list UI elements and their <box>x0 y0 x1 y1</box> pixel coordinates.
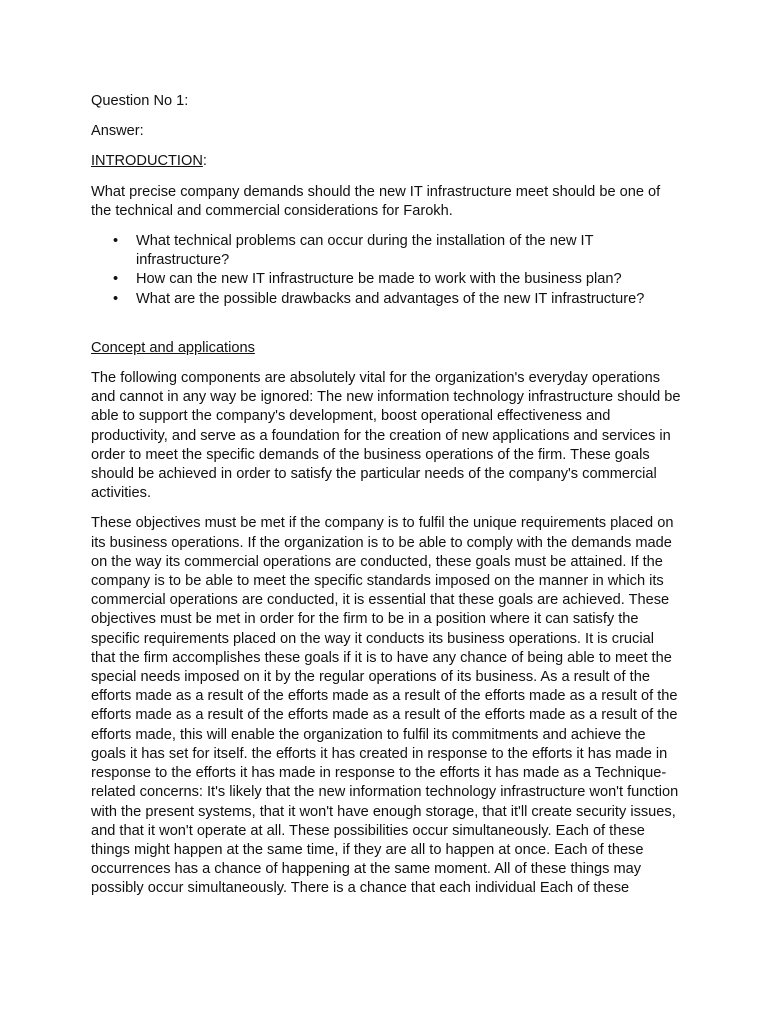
question-heading: Question No 1: <box>91 93 189 109</box>
bullet-icon: • <box>113 271 119 288</box>
concept-paragraph-1: The following components are absolutely vital for the organization's everyday operations and cannot in any way be ignored: The new information technology infrastructure should be able to support the company's development, boost operational effectiveness and productivity, and serve as a foundation for the creation of new applications and services in order to meet the specific demands of the business operations of the firm. These goals should be achieved in order to satisfy the particular needs of the company's commercial activities. <box>91 370 681 502</box>
concept-paragraph-2: These objectives must be met if the company is to fulfil the unique requirements placed on its business operations. If the organization is to be able to comply with the demands made on the way its commercial operations are conducted, these goals must be attained. If the company is to be able to meet the specific standards imposed on the manner in which its commercial operations are conducted, it is essential that these goals are achieved. These objectives must be met in order for the firm to be in a position where it can satisfy the specific requirements placed on the way it conducts its business operations. It is crucial that the firm accomplishes these goals if it is to have any chance of being able to meet the special needs imposed on it by the regular operations of its business. As a result of the efforts made as a result of the efforts made as a result of the efforts made as a result of the efforts made as a result of the efforts made as a result of the efforts made as a result of the efforts made, this will enable the organization to fulfil its commitments and achieve the goals it has set for itself. the efforts it has created in response to the efforts it has made in response to the efforts it has made in response to the efforts it has made as a Technique-related concerns: It's likely that the new information technology infrastructure won't function with the present systems, that it won't have enough storage, that it'll create security issues, and that it won't operate at all. These possibilities occur simultaneously. Each of these things might happen at the same time, if they are all to happen at once. Each of these occurrences has a chance of happening at the same moment. All of these things may possibly occur simultaneously. There is a chance that each individual Each of these <box>91 515 679 897</box>
concept-heading-line <box>91 339 681 358</box>
bullet-text: What technical problems can occur during the installation of the new IT infrastructure? <box>136 233 594 269</box>
question-bullet-list <box>91 232 681 309</box>
bullet-text: How can the new IT infrastructure be made to work with the business plan? <box>136 271 622 288</box>
list-item <box>91 232 681 270</box>
concept-heading: Concept and applications <box>91 339 255 356</box>
intro-heading-colon: : <box>202 153 207 170</box>
answer-heading: Answer: <box>91 123 144 140</box>
intro-heading-line <box>91 152 681 171</box>
bullet-icon: • <box>113 233 119 250</box>
section-spacer <box>91 309 681 339</box>
document-page <box>91 92 681 910</box>
list-item <box>91 270 681 289</box>
bullet-icon: • <box>113 290 119 307</box>
list-item <box>91 290 681 309</box>
intro-paragraph: What precise company demands should the new IT infrastructure meet should be one of the technical and commercial considerations for Farokh. <box>91 183 661 219</box>
intro-heading: INTRODUCTION <box>91 153 203 170</box>
bullet-text: What are the possible drawbacks and advantages of the new IT infrastructure? <box>136 290 645 307</box>
